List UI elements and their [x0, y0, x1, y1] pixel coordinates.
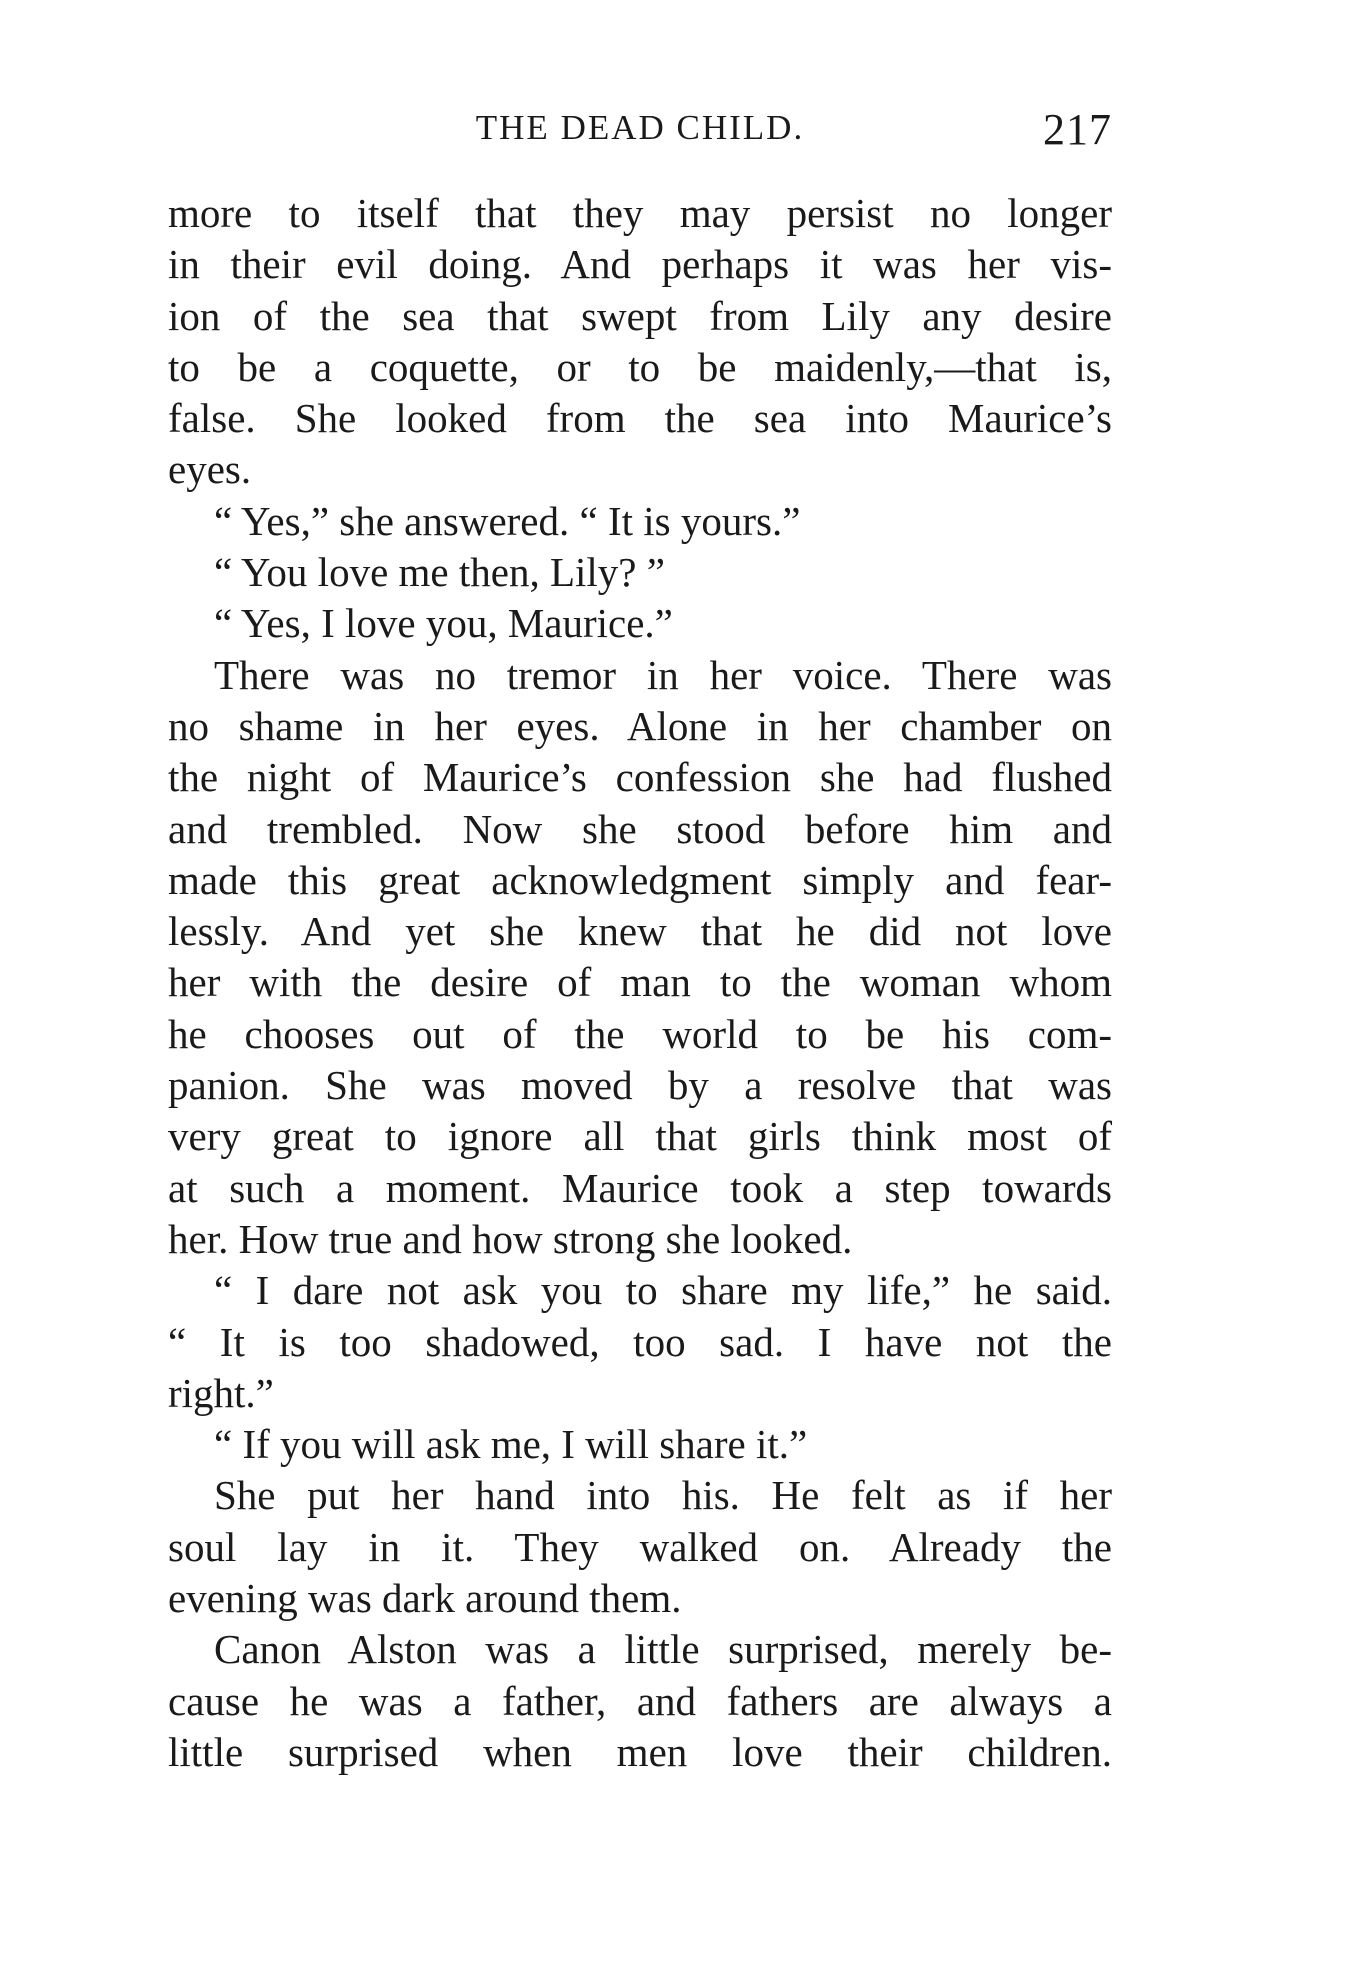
text-line: he chooses out of the world to be his com-	[168, 1010, 1112, 1057]
text-line: “ Yes, I love you, Maurice.”	[214, 600, 673, 647]
text-line: right.”	[168, 1369, 274, 1416]
text-line: made this great acknowledgment simply and fear-	[168, 856, 1112, 903]
text-line: evening was dark around them.	[168, 1575, 682, 1622]
text-line: ion of the sea that swept from Lily any desire	[168, 292, 1112, 339]
text-line: at such a moment. Maurice took a step towards	[168, 1164, 1112, 1211]
text-line: false. She looked from the sea into Maurice’s	[168, 395, 1112, 442]
text-line: There was no tremor in her voice. There was	[214, 651, 1112, 698]
text-line: “ You love me then, Lily? ”	[214, 549, 665, 596]
page-header	[168, 104, 1112, 164]
text-line: little surprised when men love their children.	[168, 1728, 1112, 1775]
text-line: lessly. And yet she knew that he did not love	[168, 908, 1112, 955]
text-line: her. How true and how strong she looked.	[168, 1215, 853, 1262]
text-line: “ If you will ask me, I will share it.”	[214, 1421, 808, 1468]
text-line: in their evil doing. And perhaps it was her vis-	[168, 241, 1112, 288]
text-line: very great to ignore all that girls think most of	[168, 1113, 1112, 1160]
text-line: the night of Maurice’s confession she had flushed	[168, 754, 1112, 801]
text-line: “ Yes,” she answered. “ It is yours.”	[214, 497, 801, 544]
text-line: eyes.	[168, 446, 252, 493]
text-line: Canon Alston was a little surprised, merely be-	[214, 1626, 1112, 1673]
text-line: and trembled. Now she stood before him and	[168, 805, 1112, 852]
text-line: soul lay in it. They walked on. Already the	[168, 1523, 1112, 1570]
text-line: no shame in her eyes. Alone in her chamber on	[168, 702, 1112, 749]
text-line: panion. She was moved by a resolve that was	[168, 1062, 1112, 1109]
text-line: “ It is too shadowed, too sad. I have not the	[168, 1318, 1112, 1365]
text-line: to be a coquette, or to be maidenly,—that is,	[168, 343, 1112, 390]
text-line: her with the desire of man to the woman whom	[168, 959, 1112, 1006]
text-line: more to itself that they may persist no longer	[168, 190, 1112, 236]
body-text	[168, 188, 1112, 1778]
page-number: 217	[1043, 105, 1112, 154]
running-title: THE DEAD CHILD.	[475, 108, 805, 147]
text-line: She put her hand into his. He felt as if her	[214, 1472, 1112, 1519]
text-line: cause he was a father, and fathers are always a	[168, 1677, 1112, 1724]
text-line: “ I dare not ask you to share my life,” he said.	[214, 1267, 1112, 1314]
